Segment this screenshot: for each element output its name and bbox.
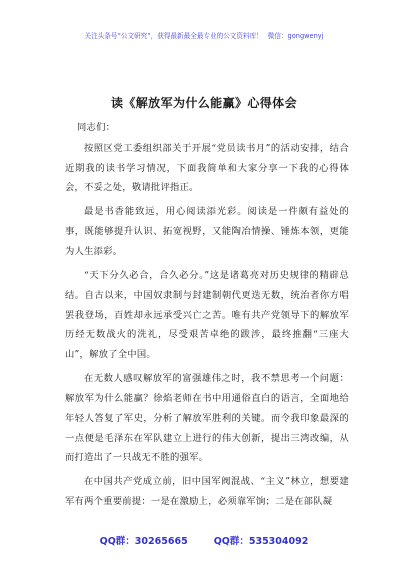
qq-group-2-label: QQ群：: [213, 536, 249, 547]
wechat-label: 微信：: [267, 32, 288, 40]
paragraph-4: 在无数人感叹解放军的富强雄伟之时，我不禁思考一个问题：解放军为什么能赢？徐焰老师在书中用通俗直白的语言，全面地给年轻人答复了军史，分析了解放军胜利的关键。而令我印象最深的一点便是毛泽东在军队建立上进行的伟大创新，提出三湾改编，从而打造出了一只战无不胜的强军。: [65, 373, 349, 464]
qq-group-2-number: 535304092: [248, 536, 309, 547]
wechat-id: gongwenyj: [287, 32, 324, 40]
paragraph-5: 在中国共产党成立前，旧中国军阀混战、“主义”林立，想要建军有两个重要前提：一是在激励上，必须靠军饷；二是在部队凝: [65, 476, 349, 508]
paragraph-2: 最是书香能致远，用心阅读添光彩。阅读是一件颇有益处的事，既能够提升认识、拓宽视野，又能陶冶情操、锤炼本领，更能为人生添彩。: [65, 206, 349, 257]
footer-contact: [0, 533, 408, 547]
header-banner: [0, 30, 408, 40]
document-body: [65, 118, 349, 516]
qq-group-1-label: QQ群：: [99, 536, 135, 547]
promo-text: 关注头条号“公文研究”，获得最新最全最专业的公文资料库！: [84, 32, 263, 40]
paragraph-1: 按照区党工委组织部关于开展“党员读书月”的活动安排，结合近期我的读书学习情况，下面我简单和大家分享一下我的心得体会，不妥之处，敬请批评指正。: [65, 142, 349, 194]
qq-group-1-number: 30265665: [134, 536, 188, 547]
paragraph-3: “天下分久必合，合久必分。”这是诸葛亮对历史规律的精辟总结。自古以来，中国奴隶制与封建制朝代更迭无数，统治者你方唱罢我登场，百姓却永远承受兴亡之苦。唯有共产党领导下的解放军历经无数战火的洗礼，尽受艰苦卓绝的跋涉，最终推翻“三座大山”，解放了全中国。: [65, 269, 349, 361]
document-title: 读《解放军为什么能赢》心得体会: [110, 96, 297, 110]
salutation: 同志们：: [77, 122, 116, 133]
